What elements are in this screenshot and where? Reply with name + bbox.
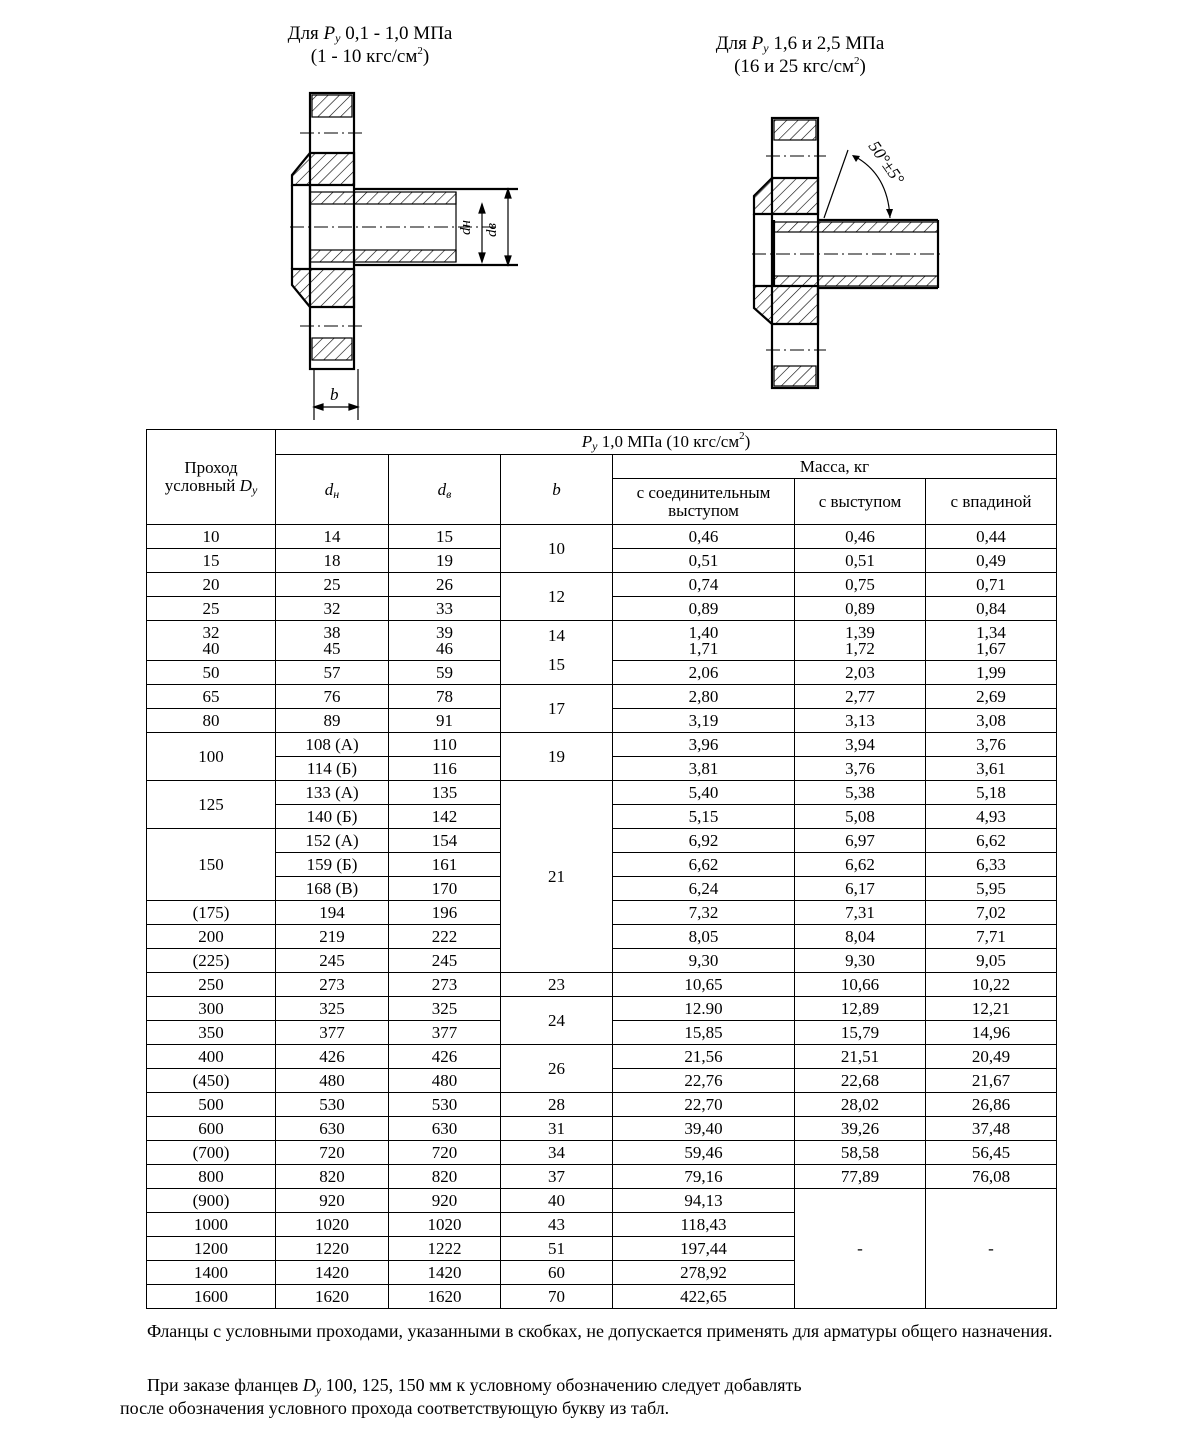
cell-mass-tongue: 0,46 <box>795 525 926 549</box>
cell-mass-groove-value: 1,34 <box>976 622 1006 642</box>
header-b <box>501 455 613 525</box>
cell-dy: 80 <box>147 709 276 733</box>
cell-mass-raised-face: 94,13 <box>613 1189 795 1213</box>
header-mass: Масса, кг <box>613 455 1057 479</box>
cell-mass-tongue: 12,89 <box>795 997 926 1021</box>
cell-dy: 1600 <box>147 1285 276 1309</box>
cell-mass-raised-face-value: 1,40 <box>688 622 719 642</box>
cell-dy-value: 32 <box>202 622 220 642</box>
cell-dn: 89 <box>276 709 389 733</box>
cell-mass-groove: 6,62 <box>926 829 1057 853</box>
cell-b: 40 <box>501 1189 613 1213</box>
cell-dv: 222 <box>389 925 501 949</box>
cell-mass-raised-face: 118,43 <box>613 1213 795 1237</box>
cell-dy: 500 <box>147 1093 276 1117</box>
cell-b: 12 <box>501 573 613 621</box>
cell-b <box>501 621 613 685</box>
cell-dn: 630 <box>276 1117 389 1141</box>
cell-b: 17 <box>501 685 613 733</box>
cell-dn: 133 (А) <box>276 781 389 805</box>
note-brackets <box>120 1320 1080 1343</box>
cell-b: 24 <box>501 997 613 1045</box>
cell-dv: 325 <box>389 997 501 1021</box>
cell-mass-raised-face: 6,62 <box>613 853 795 877</box>
header-pressure-text: 1,0 МПа (10 кгс/см <box>597 432 740 451</box>
cell-dv: 161 <box>389 853 501 877</box>
cell-b: 28 <box>501 1093 613 1117</box>
flange-drawing-high-pressure <box>740 110 950 395</box>
cell-dy: 15 <box>147 549 276 573</box>
cell-mass-raised-face: 197,44 <box>613 1237 795 1261</box>
cell-dy: 1200 <box>147 1237 276 1261</box>
cell-mass-groove: 3,61 <box>926 757 1057 781</box>
cell-b: 34 <box>501 1141 613 1165</box>
cell-dn: 1620 <box>276 1285 389 1309</box>
cell-dy: 200 <box>147 925 276 949</box>
cell-dn: 57 <box>276 661 389 685</box>
cell-mass-groove <box>926 621 1057 661</box>
cell-dv: 116 <box>389 757 501 781</box>
cell-mass-tongue: 2,03 <box>795 661 926 685</box>
cell-mass-groove: 0,49 <box>926 549 1057 573</box>
cell-dy: 350 <box>147 1021 276 1045</box>
cell-mass-raised-face: 22,76 <box>613 1069 795 1093</box>
cell-dv: 1020 <box>389 1213 501 1237</box>
header-dy-var: D <box>239 476 252 495</box>
cell-dy: 10 <box>147 525 276 549</box>
cell-mass-raised-face: 422,65 <box>613 1285 795 1309</box>
note-order-text: При заказе фланцев <box>147 1375 303 1395</box>
subtitle-sup: 2 <box>417 45 423 57</box>
cell-dn: 920 <box>276 1189 389 1213</box>
cell-mass-raised-face: 5,15 <box>613 805 795 829</box>
header-dv-sub: в <box>446 486 452 501</box>
cell-dv: 59 <box>389 661 501 685</box>
cell-dy: 800 <box>147 1165 276 1189</box>
cell-dn: 159 (Б) <box>276 853 389 877</box>
cell-dy: 50 <box>147 661 276 685</box>
cell-mass-tongue: 28,02 <box>795 1093 926 1117</box>
cell-dv: 19 <box>389 549 501 573</box>
title-text: Для <box>715 33 752 54</box>
cell-mass-groove: 6,33 <box>926 853 1057 877</box>
cell-mass-raised-face-value: 1,71 <box>688 638 719 658</box>
subtitle-text: ) <box>422 46 430 67</box>
cell-dv: 110 <box>389 733 501 757</box>
cell-mass-raised-face: 3,81 <box>613 757 795 781</box>
cell-mass-raised-face: 59,46 <box>613 1141 795 1165</box>
cell-mass-groove: 3,76 <box>926 733 1057 757</box>
table-row <box>147 685 1057 709</box>
cell-mass-raised-face: 8,05 <box>613 925 795 949</box>
cell-dy: 65 <box>147 685 276 709</box>
header-pressure-sub: y <box>592 439 598 453</box>
b-label: b <box>330 385 339 404</box>
cell-mass-groove: 37,48 <box>926 1117 1057 1141</box>
header-dy-line2: условный <box>164 476 240 495</box>
cell-b: 51 <box>501 1237 613 1261</box>
cell-mass-groove-value: 1,67 <box>976 638 1006 658</box>
title-text: Для <box>287 23 324 44</box>
cell-mass-raised-face: 0,51 <box>613 549 795 573</box>
header-mass-col-2: с выступом <box>795 479 926 525</box>
cell-mass-raised-face: 21,56 <box>613 1045 795 1069</box>
cell-dv: 91 <box>389 709 501 733</box>
angle-label: 50°±5° <box>864 137 909 188</box>
cell-dv: 135 <box>389 781 501 805</box>
cell-dn-value: 38 <box>323 622 341 642</box>
table-row <box>147 573 1057 597</box>
cell-mass-groove: 14,96 <box>926 1021 1057 1045</box>
header-dy-sub: y <box>251 483 258 497</box>
cell-dn: 140 (Б) <box>276 805 389 829</box>
header-pressure-post: ) <box>744 432 751 451</box>
flange-drawing-low-pressure <box>270 85 530 420</box>
cell-dn: 219 <box>276 925 389 949</box>
cell-mass-groove: 0,44 <box>926 525 1057 549</box>
cell-dy <box>147 621 276 661</box>
cell-mass-groove: 4,93 <box>926 805 1057 829</box>
cell-mass-tongue: 6,62 <box>795 853 926 877</box>
table-row <box>147 1117 1057 1141</box>
cell-b: 21 <box>501 781 613 973</box>
cell-dn: 18 <box>276 549 389 573</box>
cell-dv: 630 <box>389 1117 501 1141</box>
cell-dy: 150 <box>147 829 276 901</box>
note-order <box>120 1374 1080 1420</box>
cell-dy: 125 <box>147 781 276 829</box>
cell-mass-raised-face: 5,40 <box>613 781 795 805</box>
cell-mass-tongue: 5,38 <box>795 781 926 805</box>
header-pressure <box>276 430 1057 455</box>
table-row <box>147 621 1057 661</box>
cell-mass-groove: 7,02 <box>926 901 1057 925</box>
cell-b: 31 <box>501 1117 613 1141</box>
cell-dy: 25 <box>147 597 276 621</box>
cell-dy-value: 40 <box>202 638 220 658</box>
cell-mass-raised-face: 6,92 <box>613 829 795 853</box>
cell-mass-groove: 12,21 <box>926 997 1057 1021</box>
cell-mass-raised-face: 15,85 <box>613 1021 795 1045</box>
header-dn-sub: н <box>333 486 340 501</box>
cell-dv: 142 <box>389 805 501 829</box>
cell-dn: 426 <box>276 1045 389 1069</box>
cell-b: 37 <box>501 1165 613 1189</box>
cell-mass-tongue: 6,17 <box>795 877 926 901</box>
table-row <box>147 1093 1057 1117</box>
cell-dn: 168 (В) <box>276 877 389 901</box>
cell-dy: 250 <box>147 973 276 997</box>
cell-mass-raised-face: 2,06 <box>613 661 795 685</box>
cell-dv: 245 <box>389 949 501 973</box>
cell-dn: 273 <box>276 973 389 997</box>
header-pressure-var: P <box>581 432 593 451</box>
cell-mass-raised-face: 22,70 <box>613 1093 795 1117</box>
header-dn-var: d <box>324 479 334 499</box>
cell-mass-groove: - <box>926 1189 1057 1309</box>
cell-mass-raised-face: 3,96 <box>613 733 795 757</box>
figure-title-left <box>240 22 500 68</box>
cell-dy: 400 <box>147 1045 276 1069</box>
cell-dn: 530 <box>276 1093 389 1117</box>
cell-dn: 325 <box>276 997 389 1021</box>
title-text: 1,6 и 2,5 МПа <box>768 33 885 54</box>
cell-dn: 14 <box>276 525 389 549</box>
table-row <box>147 1141 1057 1165</box>
note-order-var: D <box>302 1375 316 1395</box>
cell-dn-value: 45 <box>323 638 341 658</box>
cell-dv: 426 <box>389 1045 501 1069</box>
cell-dv: 78 <box>389 685 501 709</box>
cell-mass-tongue-value: 1,39 <box>845 622 875 642</box>
cell-dv: 920 <box>389 1189 501 1213</box>
cell-dv: 154 <box>389 829 501 853</box>
header-mass-col-1: с соединительным выступом <box>613 479 795 525</box>
cell-dy: 20 <box>147 573 276 597</box>
cell-mass-tongue: 0,51 <box>795 549 926 573</box>
cell-dn: 32 <box>276 597 389 621</box>
cell-dv: 273 <box>389 973 501 997</box>
subtitle-text: (1 - 10 кгс/см <box>310 46 418 67</box>
cell-dn: 1020 <box>276 1213 389 1237</box>
cell-mass-groove: 26,86 <box>926 1093 1057 1117</box>
cell-mass-tongue <box>795 621 926 661</box>
cell-dn: 245 <box>276 949 389 973</box>
table-row <box>147 733 1057 757</box>
cell-mass-tongue: 3,76 <box>795 757 926 781</box>
cell-mass-tongue: 2,77 <box>795 685 926 709</box>
table-body <box>147 525 1057 1309</box>
cell-dy: 100 <box>147 733 276 781</box>
cell-mass-groove: 10,22 <box>926 973 1057 997</box>
cell-dy: (175) <box>147 901 276 925</box>
cell-mass-tongue: 6,97 <box>795 829 926 853</box>
cell-dv: 377 <box>389 1021 501 1045</box>
cell-mass-groove: 76,08 <box>926 1165 1057 1189</box>
cell-mass-raised-face: 12.90 <box>613 997 795 1021</box>
cell-dn: 820 <box>276 1165 389 1189</box>
subtitle-text: ) <box>859 56 866 77</box>
header-dy <box>147 430 276 525</box>
cell-dv: 530 <box>389 1093 501 1117</box>
cell-dv: 15 <box>389 525 501 549</box>
cell-mass-tongue: 7,31 <box>795 901 926 925</box>
cell-mass-tongue: 77,89 <box>795 1165 926 1189</box>
cell-mass-groove: 1,99 <box>926 661 1057 685</box>
cell-dy: 1400 <box>147 1261 276 1285</box>
header-pressure-sup: 2 <box>739 430 745 442</box>
cell-dv: 196 <box>389 901 501 925</box>
cell-b: 26 <box>501 1045 613 1093</box>
cell-dy: 600 <box>147 1117 276 1141</box>
header-mass-col-3: с впадиной <box>926 479 1057 525</box>
cell-mass-tongue: 3,94 <box>795 733 926 757</box>
cell-dy: (450) <box>147 1069 276 1093</box>
cell-b: 23 <box>501 973 613 997</box>
cell-mass-groove: 20,49 <box>926 1045 1057 1069</box>
cell-mass-groove: 9,05 <box>926 949 1057 973</box>
subtitle-text: (16 и 25 кгс/см <box>734 56 855 77</box>
cell-mass-tongue-value: 1,72 <box>845 638 875 658</box>
cell-dn: 1420 <box>276 1261 389 1285</box>
cell-mass-raised-face: 0,89 <box>613 597 795 621</box>
table-row <box>147 1165 1057 1189</box>
cell-mass-raised-face: 6,24 <box>613 877 795 901</box>
header-dv-var: d <box>437 479 447 499</box>
note-order-sub: y <box>315 1383 322 1397</box>
cell-b: 43 <box>501 1213 613 1237</box>
cell-dv: 720 <box>389 1141 501 1165</box>
cell-mass-tongue: 9,30 <box>795 949 926 973</box>
cell-mass-groove: 5,18 <box>926 781 1057 805</box>
cell-dv: 820 <box>389 1165 501 1189</box>
table-row <box>147 1189 1057 1213</box>
cell-dn <box>276 621 389 661</box>
cell-dn: 76 <box>276 685 389 709</box>
cell-dv: 1620 <box>389 1285 501 1309</box>
cell-dy: (225) <box>147 949 276 973</box>
cell-dy: 300 <box>147 997 276 1021</box>
cell-dy: (700) <box>147 1141 276 1165</box>
cell-mass-raised-face <box>613 621 795 661</box>
header-dv <box>389 455 501 525</box>
figure-title-right <box>670 32 930 78</box>
cell-mass-raised-face: 39,40 <box>613 1117 795 1141</box>
cell-dv-value: 46 <box>436 638 453 658</box>
cell-mass-tongue: - <box>795 1189 926 1309</box>
flange-spec-table <box>146 429 1057 1309</box>
cell-mass-groove: 7,71 <box>926 925 1057 949</box>
cell-mass-tongue: 22,68 <box>795 1069 926 1093</box>
cell-mass-tongue: 21,51 <box>795 1045 926 1069</box>
cell-mass-tongue: 58,58 <box>795 1141 926 1165</box>
cell-b: 10 <box>501 525 613 573</box>
subtitle-sup: 2 <box>854 55 860 67</box>
cell-dv: 1420 <box>389 1261 501 1285</box>
title-var: P <box>751 33 764 54</box>
cell-b: 70 <box>501 1285 613 1309</box>
cell-mass-raised-face: 9,30 <box>613 949 795 973</box>
cell-mass-raised-face: 79,16 <box>613 1165 795 1189</box>
cell-mass-groove: 2,69 <box>926 685 1057 709</box>
cell-b-value: 15 <box>548 655 565 674</box>
cell-dn: 480 <box>276 1069 389 1093</box>
cell-mass-tongue: 5,08 <box>795 805 926 829</box>
cell-dy: (900) <box>147 1189 276 1213</box>
cell-b: 60 <box>501 1261 613 1285</box>
title-text: 0,1 - 1,0 МПа <box>340 23 453 44</box>
cell-dv <box>389 621 501 661</box>
title-sub: y <box>335 31 341 45</box>
note-order-line2: после обозначения условного прохода соответствующую букву из табл. <box>120 1398 670 1418</box>
cell-mass-groove: 21,67 <box>926 1069 1057 1093</box>
table-row <box>147 781 1057 805</box>
cell-dn: 25 <box>276 573 389 597</box>
dv-label: dв <box>484 222 500 237</box>
cell-dn: 108 (А) <box>276 733 389 757</box>
cell-dv: 170 <box>389 877 501 901</box>
header-dn <box>276 455 389 525</box>
table-row <box>147 525 1057 549</box>
cell-mass-raised-face: 2,80 <box>613 685 795 709</box>
cell-mass-raised-face: 3,19 <box>613 709 795 733</box>
cell-mass-groove: 5,95 <box>926 877 1057 901</box>
cell-dv: 480 <box>389 1069 501 1093</box>
cell-mass-tongue: 8,04 <box>795 925 926 949</box>
table-row <box>147 973 1057 997</box>
cell-dv: 33 <box>389 597 501 621</box>
cell-dn: 1220 <box>276 1237 389 1261</box>
cell-dn: 720 <box>276 1141 389 1165</box>
cell-dn: 194 <box>276 901 389 925</box>
note-order-text: 100, 125, 150 мм к условному обозначению следует добавлять <box>321 1375 802 1395</box>
note-brackets-text: Фланцы с условными проходами, указанными в скобках, не допускается применять для арматуры общего назначения. <box>147 1321 1053 1341</box>
cell-mass-groove: 56,45 <box>926 1141 1057 1165</box>
cell-mass-tongue: 39,26 <box>795 1117 926 1141</box>
cell-mass-tongue: 0,89 <box>795 597 926 621</box>
cell-mass-raised-face: 10,65 <box>613 973 795 997</box>
cell-mass-tongue: 10,66 <box>795 973 926 997</box>
cell-dn: 377 <box>276 1021 389 1045</box>
cell-mass-groove: 0,84 <box>926 597 1057 621</box>
cell-dn: 152 (А) <box>276 829 389 853</box>
table-row <box>147 1045 1057 1069</box>
cell-dv: 1222 <box>389 1237 501 1261</box>
cell-dn: 114 (Б) <box>276 757 389 781</box>
cell-dy: 1000 <box>147 1213 276 1237</box>
cell-mass-raised-face: 0,46 <box>613 525 795 549</box>
cell-mass-raised-face: 7,32 <box>613 901 795 925</box>
table-row <box>147 997 1057 1021</box>
header-dy-line1: Проход <box>184 458 238 477</box>
cell-dv-value: 39 <box>436 622 453 642</box>
header-b-var: b <box>552 479 561 499</box>
cell-b-value: 14 <box>548 626 565 645</box>
cell-mass-raised-face: 278,92 <box>613 1261 795 1285</box>
title-var: P <box>323 23 336 44</box>
cell-mass-groove: 0,71 <box>926 573 1057 597</box>
title-sub: y <box>763 41 769 55</box>
cell-b: 19 <box>501 733 613 781</box>
dn-label: dн <box>458 220 474 235</box>
cell-mass-tongue: 3,13 <box>795 709 926 733</box>
cell-dv: 26 <box>389 573 501 597</box>
cell-mass-tongue: 15,79 <box>795 1021 926 1045</box>
cell-mass-tongue: 0,75 <box>795 573 926 597</box>
cell-mass-raised-face: 0,74 <box>613 573 795 597</box>
cell-mass-groove: 3,08 <box>926 709 1057 733</box>
